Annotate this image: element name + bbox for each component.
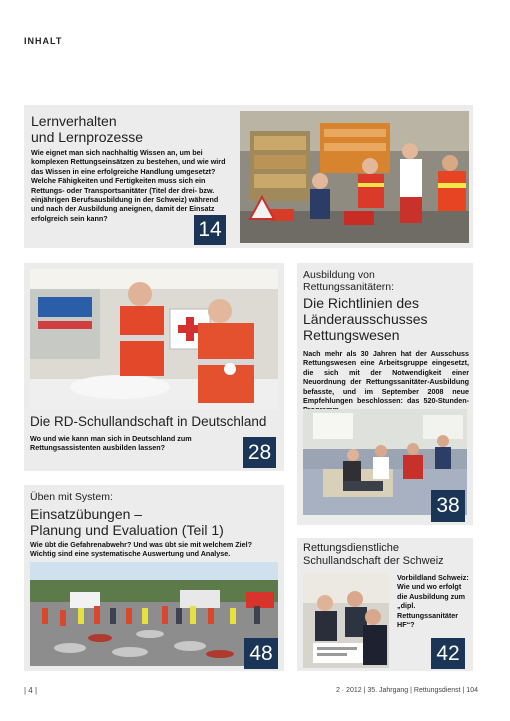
page-number-badge[interactable]: 14 (194, 215, 226, 245)
article-title: Rettungswesen (303, 327, 400, 343)
page-number-badge[interactable]: 42 (431, 638, 465, 669)
article-card-schullandschaft-de[interactable] (24, 263, 284, 471)
article-title: Einsatzübungen – (30, 506, 143, 522)
issue-info: 2 · 2012 | 35. Jahrgang | Rettungsdienst | 104 (335, 687, 478, 694)
photo-swiss-classroom (303, 573, 389, 668)
article-card-einsatzuebungen[interactable] (24, 485, 284, 671)
article-title: Schullandschaft der Schweiz (303, 555, 444, 567)
article-teaser: Vorbildland Schweiz: Wie und wo erfolgt die Ausbildung zum „dipl. Rettungssanitäter HF“? (397, 573, 469, 630)
photo-disaster-exercise (30, 562, 278, 666)
article-teaser: Wo und wie kann man sich in Deutschland zum Rettungsassistenten ausbilden lassen? (30, 434, 192, 453)
article-kicker: Üben mit System: (30, 491, 113, 503)
article-teaser: Wie übt die Gefahrenabwehr? Und was übt sie mit welchem Ziel? Wichtig sind eine systematische Auswertung und Analyse. (30, 540, 252, 559)
article-title: und Lernprozesse (31, 129, 144, 145)
article-title: Die Richtlinien des (303, 295, 419, 311)
page-number-badge[interactable]: 38 (431, 490, 465, 522)
article-teaser: Wie eignet man sich nachhaltig Wissen an, um bei komplexen Rettungseinsätzen zu bestehen, und wie wird das Wissen in eine erfolgreiche Handlung umgesetzt? Welche Fähigkeiten und Fertigkeiten muss sich ein Rettungs- oder Transportsanitäter (Titel der drei- bzw. einjährigen Berufsausbildung in der Schweiz) während und nach der Ausbildung aneignen, damit der Einsatz erfolgreich sein kann? (31, 148, 226, 223)
article-teaser: Nach mehr als 30 Jahren hat der Ausschuss Rettungswesen eine Arbeitsgruppe eingesetzt, die sich mit der Notwendigkeit einer Neuordnung der Rettungssanitäter-Ausbildung befasste, und im September 2008 neue Empfehlungen beschlossen: das 520-Stunden- (303, 349, 469, 406)
page-number: | 4 | (24, 686, 38, 695)
article-card-schweiz[interactable] (297, 538, 473, 671)
article-title: Rettungsdienstliche (303, 542, 400, 554)
article-title: Lernverhalten (31, 113, 117, 129)
article-title: Planung und Evaluation (Teil 1) (30, 522, 224, 538)
article-title: Länderausschusses (303, 311, 428, 327)
page-number-badge[interactable]: 28 (243, 437, 276, 468)
article-title: Die RD-Schullandschaft in Deutschland (30, 414, 267, 429)
article-card-richtlinien[interactable] (297, 263, 473, 525)
photo-ambulance-interior (30, 269, 278, 409)
article-card-lernverhalten[interactable] (24, 105, 473, 248)
article-kicker: Ausbildung von (303, 269, 375, 281)
section-header: INHALT (24, 36, 63, 46)
photo-training-room (240, 111, 469, 243)
article-kicker: Rettungssanitätern: (303, 281, 395, 293)
page-number-badge[interactable]: 48 (244, 638, 278, 669)
